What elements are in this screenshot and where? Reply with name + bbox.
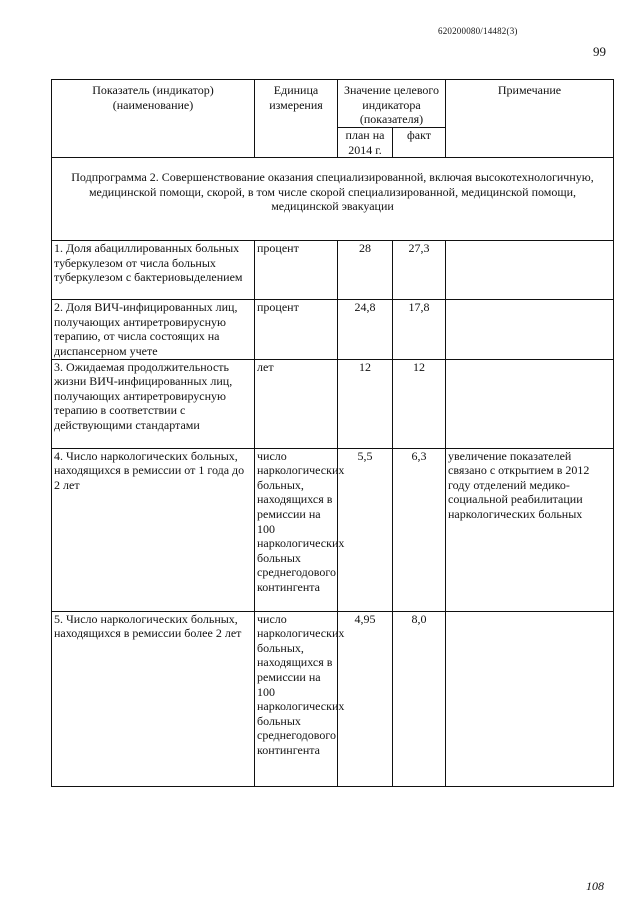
- document-code: 620200080/14482(3): [438, 26, 518, 36]
- plan-cell: 28: [338, 241, 393, 300]
- fact-cell: 17,8: [393, 300, 446, 359]
- fact-cell: 27,3: [393, 241, 446, 300]
- plan-cell: 12: [338, 359, 393, 448]
- table-row: [52, 611, 614, 786]
- table-row: [52, 448, 614, 611]
- header-plan: план на 2014 г.: [338, 128, 393, 158]
- unit-cell: процент: [255, 241, 338, 300]
- note-cell: [446, 241, 614, 300]
- indicator-cell: 5. Число наркологических больных, находящихся в ремиссии более 2 лет: [52, 611, 255, 786]
- header-indicator: Показатель (индикатор) (наименование): [52, 80, 255, 158]
- note-cell: [446, 611, 614, 786]
- header-unit: Единица измерения: [255, 80, 338, 158]
- header-value: Значение целевого индикатора (показателя): [338, 80, 446, 128]
- plan-cell: 24,8: [338, 300, 393, 359]
- table-row: [52, 241, 614, 300]
- indicator-cell: 1. Доля абациллированных больных туберкулезом от числа больных туберкулезом с бактериовыделением: [52, 241, 255, 300]
- header-note: Примечание: [446, 80, 614, 158]
- plan-cell: 4,95: [338, 611, 393, 786]
- note-cell: [446, 300, 614, 359]
- indicator-cell: 2. Доля ВИЧ-инфицированных лиц, получающих антиретровирусную терапию, от числа состоящих на диспансерном учете: [52, 300, 255, 359]
- unit-cell: процент: [255, 300, 338, 359]
- table-row: [52, 359, 614, 448]
- subprogram-title: Подпрограмма 2. Совершенствование оказания специализированной, включая высокотехнологичную, медицинской помощи, скорой, в том числе скорой специализированной, медицинской помощи, медицинской эвакуации: [52, 158, 614, 241]
- indicator-table: [51, 79, 614, 787]
- fact-cell: 6,3: [393, 448, 446, 611]
- note-cell: увеличение показателей связано с открытием в 2012 году отделений медико-социальной реабилитации наркологических больных: [446, 448, 614, 611]
- page-number: 99: [593, 44, 606, 59]
- indicator-cell: 4. Число наркологических больных, находящихся в ремиссии от 1 года до 2 лет: [52, 448, 255, 611]
- unit-cell: лет: [255, 359, 338, 448]
- handwritten-mark: 108: [586, 879, 604, 893]
- note-cell: [446, 359, 614, 448]
- fact-cell: 8,0: [393, 611, 446, 786]
- plan-cell: 5,5: [338, 448, 393, 611]
- header-fact: факт: [393, 128, 446, 158]
- unit-cell: число наркологических больных, находящихся в ремиссии на 100 наркологических больных среднегодового контингента: [255, 448, 338, 611]
- indicator-cell: 3. Ожидаемая продолжительность жизни ВИЧ-инфицированных лиц, получающих антиретровирусную терапию в соответствии с действующими стандартами: [52, 359, 255, 448]
- unit-cell: число наркологических больных, находящихся в ремиссии на 100 наркологических больных среднегодового контингента: [255, 611, 338, 786]
- table-row: [52, 300, 614, 359]
- fact-cell: 12: [393, 359, 446, 448]
